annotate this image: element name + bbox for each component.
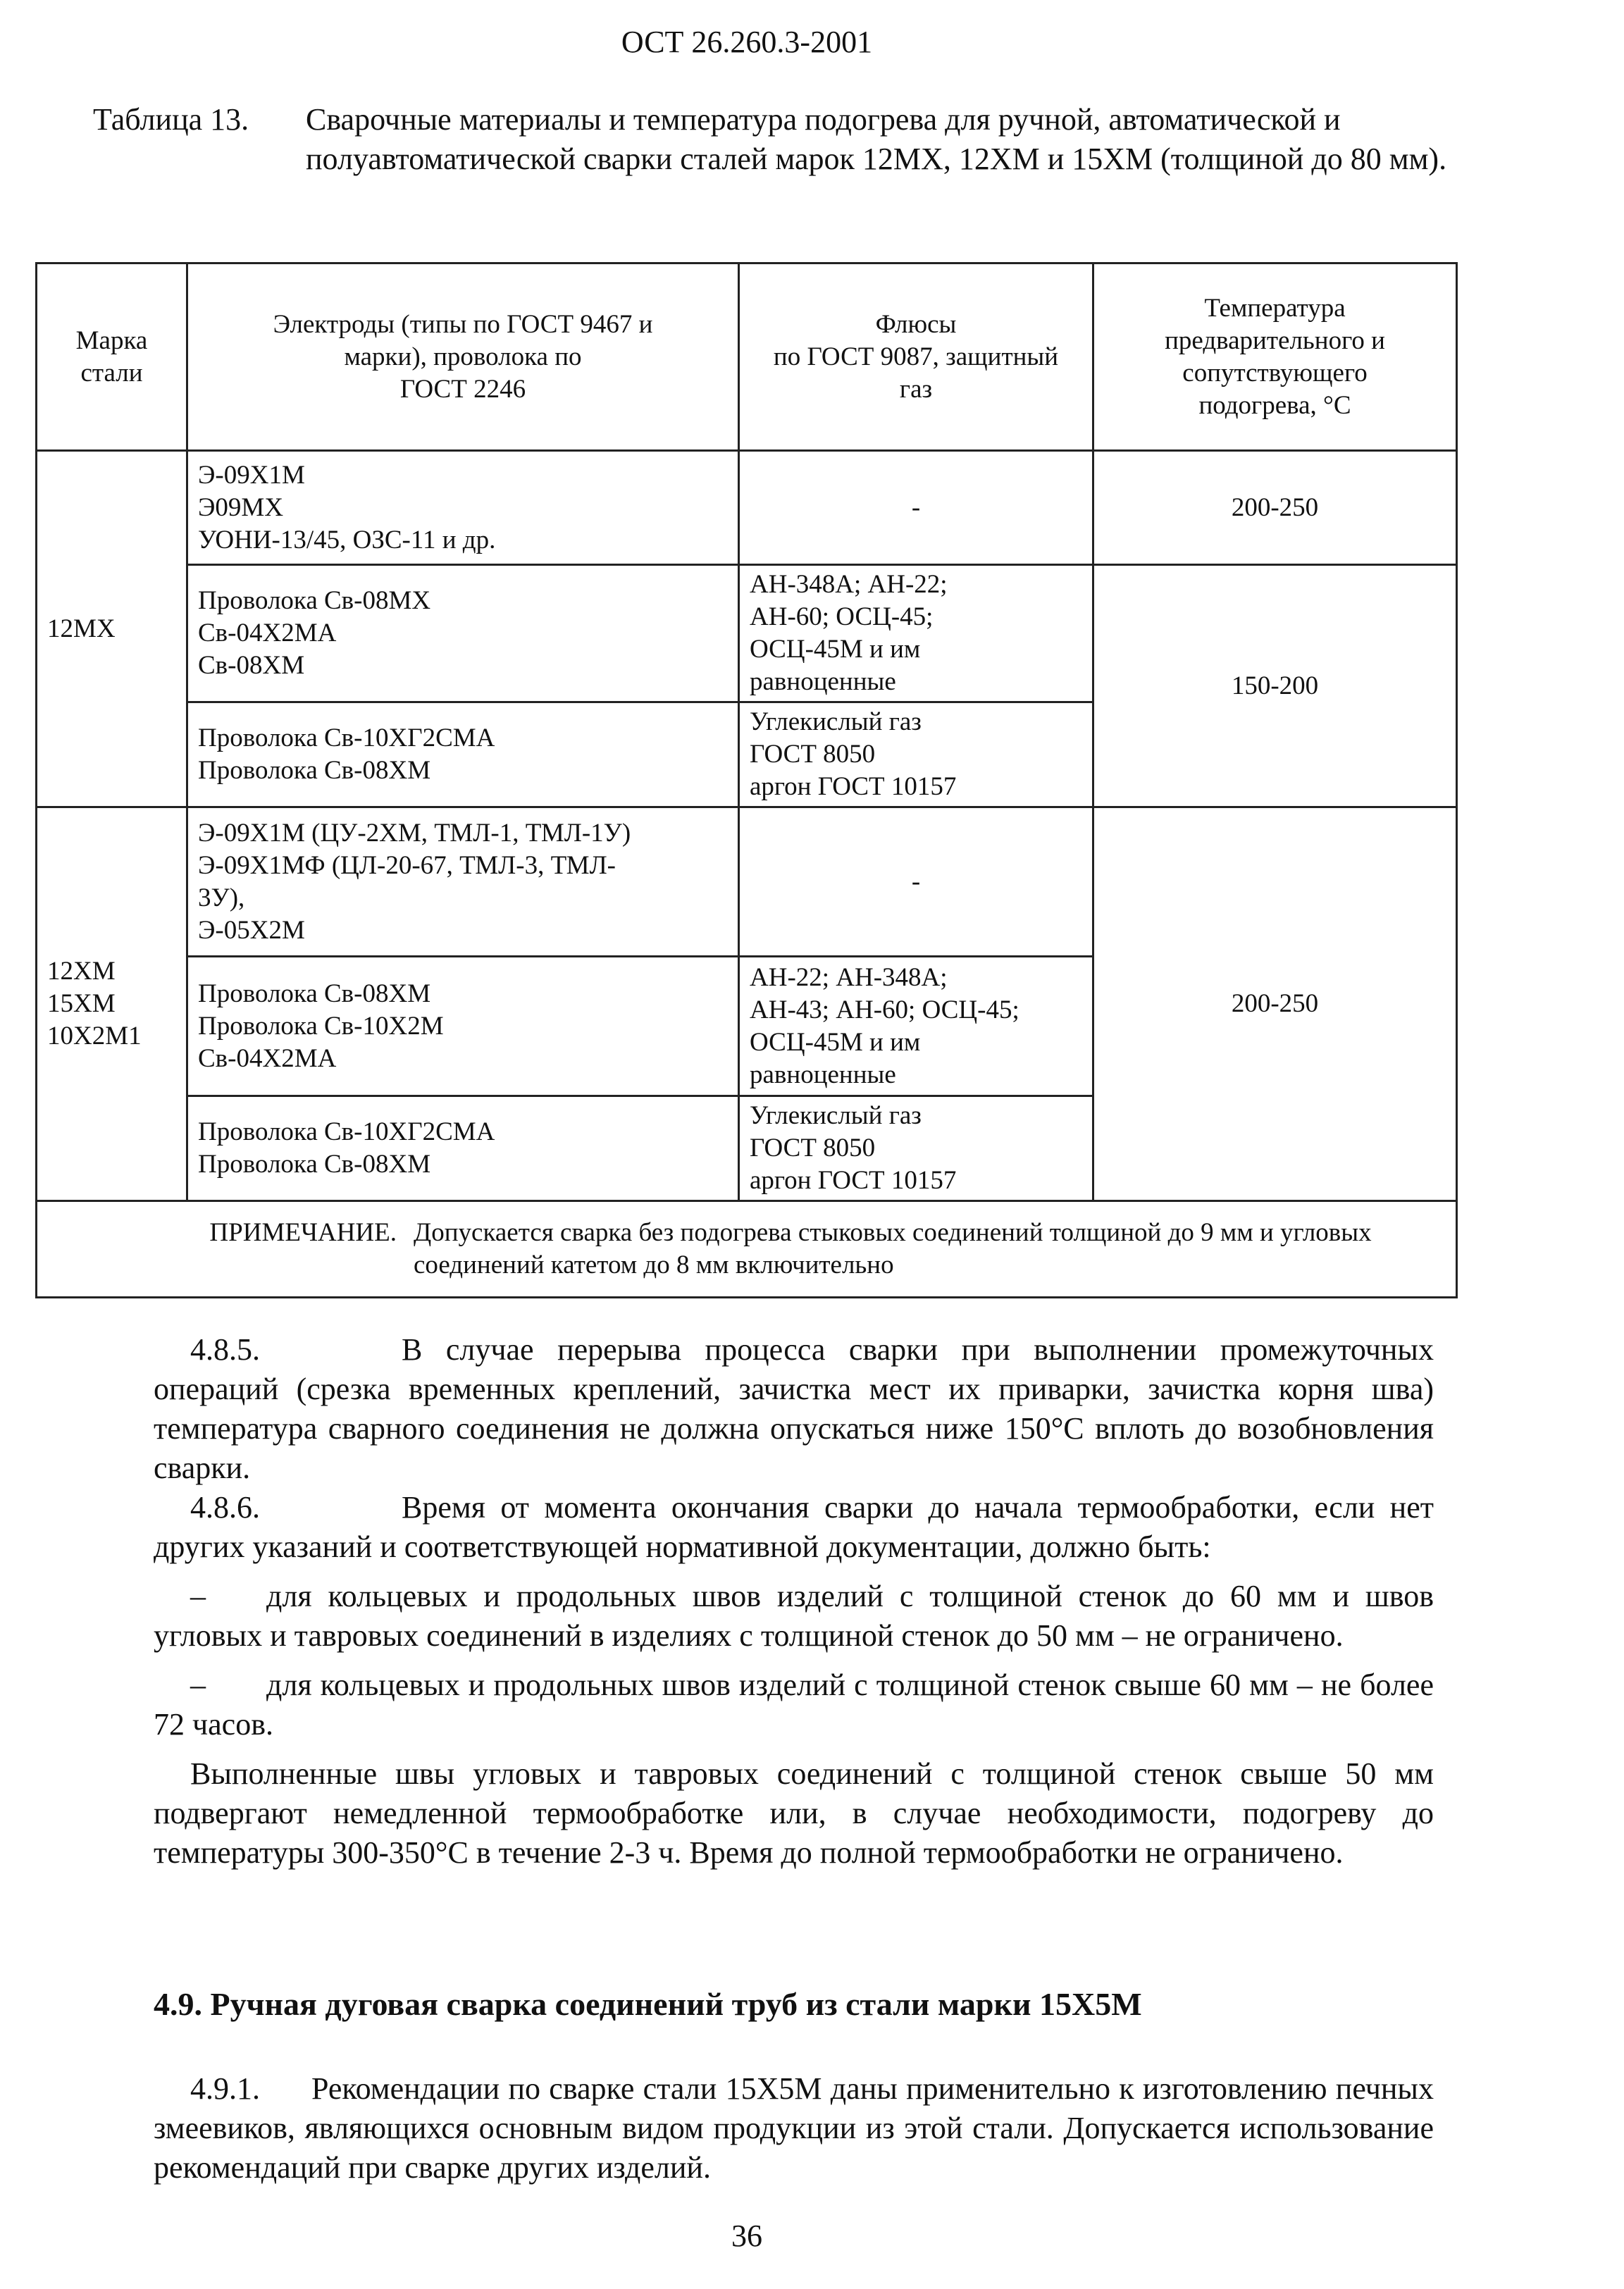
- header-electrodes: Электроды (типы по ГОСТ 9467 и марки), проволока по ГОСТ 2246: [187, 263, 739, 451]
- flux-cell: АН-22; АН-348А; АН-43; АН-60; ОСЦ-45; ОСЦ-45М и им равноценные: [739, 957, 1093, 1096]
- paragraph-4-8-6: 4.8.6. Время от момента окончания сварки до начала термообработки, если нет других указаний и соответствующей нормативной документации, должно быть:: [154, 1488, 1434, 1567]
- electrodes-cell: Проволока Св-08ХМ Проволока Св-10Х2М Св-04Х2МА: [187, 957, 739, 1096]
- table-row: [37, 565, 1457, 702]
- section-body: [154, 2069, 1434, 2188]
- table-row: [37, 451, 1457, 565]
- flux-cell: Углекислый газ ГОСТ 8050 аргон ГОСТ 10157: [739, 702, 1093, 807]
- paragraph-number: 4.9.1.: [190, 2071, 260, 2106]
- bullet-item: – для кольцевых и продольных швов изделий с толщиной стенок свыше 60 мм – не более 72 часов.: [154, 1665, 1434, 1744]
- table-row: [37, 807, 1457, 957]
- electrodes-cell: Проволока Св-10ХГ2СМА Проволока Св-08ХМ: [187, 1096, 739, 1201]
- note-label: ПРИМЕЧАНИЕ.: [209, 1218, 397, 1247]
- header-grade: Марка стали: [37, 263, 187, 451]
- table-note: [37, 1201, 1457, 1298]
- flux-cell: АН-348А; АН-22; АН-60; ОСЦ-45; ОСЦ-45М и им равноценные: [739, 565, 1093, 702]
- header-flux: Флюсы по ГОСТ 9087, защитный газ: [739, 263, 1093, 451]
- flux-cell: -: [739, 451, 1093, 565]
- temperature-cell: 200-250: [1093, 451, 1457, 565]
- flux-cell: Углекислый газ ГОСТ 8050 аргон ГОСТ 10157: [739, 1096, 1093, 1201]
- table-header-row: [37, 263, 1457, 451]
- welding-materials-table: [35, 262, 1458, 1298]
- document-header: ОСТ 26.260.3-2001: [621, 25, 873, 59]
- bullet-dash: –: [190, 1579, 206, 1613]
- section-title: 4.9. Ручная дуговая сварка соединений труб из стали марки 15Х5М: [154, 1986, 1142, 2022]
- paragraph-after-bullets: Выполненные швы угловых и тавровых соединений с толщиной стенок свыше 50 мм подвергают немедленной термообработке или, в случае необходимости, подогреву до температуры 300-350°С в течение 2-3 ч. Время до полной термообработки не ограничено.: [154, 1756, 1434, 1870]
- bullet-item: – для кольцевых и продольных швов изделий с толщиной стенок до 60 мм и швов угловых и тавровых соединений в изделиях с толщиной стенок до 50 мм – не ограничено.: [154, 1577, 1434, 1656]
- page-number: 36: [731, 2219, 762, 2253]
- electrodes-cell: Э-09Х1М (ЦУ-2ХМ, ТМЛ-1, ТМЛ-1У) Э-09Х1МФ (ЦЛ-20-67, ТМЛ-3, ТМЛ- 3У), Э-05Х2М: [187, 807, 739, 957]
- bullet-dash: –: [190, 1668, 206, 1702]
- body-text: [154, 1330, 1434, 1873]
- paragraph-number: 4.8.6.: [190, 1490, 260, 1525]
- table-note-row: [37, 1201, 1457, 1298]
- electrodes-cell: Проволока Св-10ХГ2СМА Проволока Св-08ХМ: [187, 702, 739, 807]
- paragraph-4-8-5: 4.8.5. В случае перерыва процесса сварки при выполнении промежуточных операций (срезка временных креплений, зачистка мест их приварки, зачистка корня шва) температура сварного соединения не должна опускаться ниже 150°С вплоть до возобновления сварки.: [154, 1330, 1434, 1488]
- electrodes-cell: Проволока Св-08МХ Св-04Х2МА Св-08ХМ: [187, 565, 739, 702]
- grade-cell: 12ХМ 15ХМ 10Х2М1: [37, 807, 187, 1201]
- table-caption-text: Сварочные материалы и температура подогрева для ручной, автоматической и полуавтоматической сварки сталей марок 12МХ, 12ХМ и 15ХМ (толщиной до 80 мм).: [306, 102, 1447, 176]
- welding-materials-table-wrap: [35, 262, 1456, 1291]
- electrodes-cell: Э-09Х1М Э09МХ УОНИ-13/45, ОЗС-11 и др.: [187, 451, 739, 565]
- note-text: Допускается сварка без подогрева стыковых соединений толщиной до 9 мм и угловых соединений катетом до 8 мм включительно: [414, 1218, 1372, 1279]
- flux-cell: -: [739, 807, 1093, 957]
- paragraph-4-9-1: 4.9.1. Рекомендации по сварке стали 15Х5М даны применительно к изготовлению печных змеевиков, являющихся основным видом продукции из этой стали. Допускается использование рекомендаций при сварке других изделий.: [154, 2069, 1434, 2188]
- temperature-cell: 150-200: [1093, 565, 1457, 807]
- temperature-cell: 200-250: [1093, 807, 1457, 1201]
- paragraph-number: 4.8.5.: [190, 1332, 260, 1367]
- table-caption-label: Таблица 13.: [93, 102, 249, 137]
- grade-cell: 12МХ: [37, 451, 187, 807]
- header-temperature: Температура предварительного и сопутствующего подогрева, °С: [1093, 263, 1457, 451]
